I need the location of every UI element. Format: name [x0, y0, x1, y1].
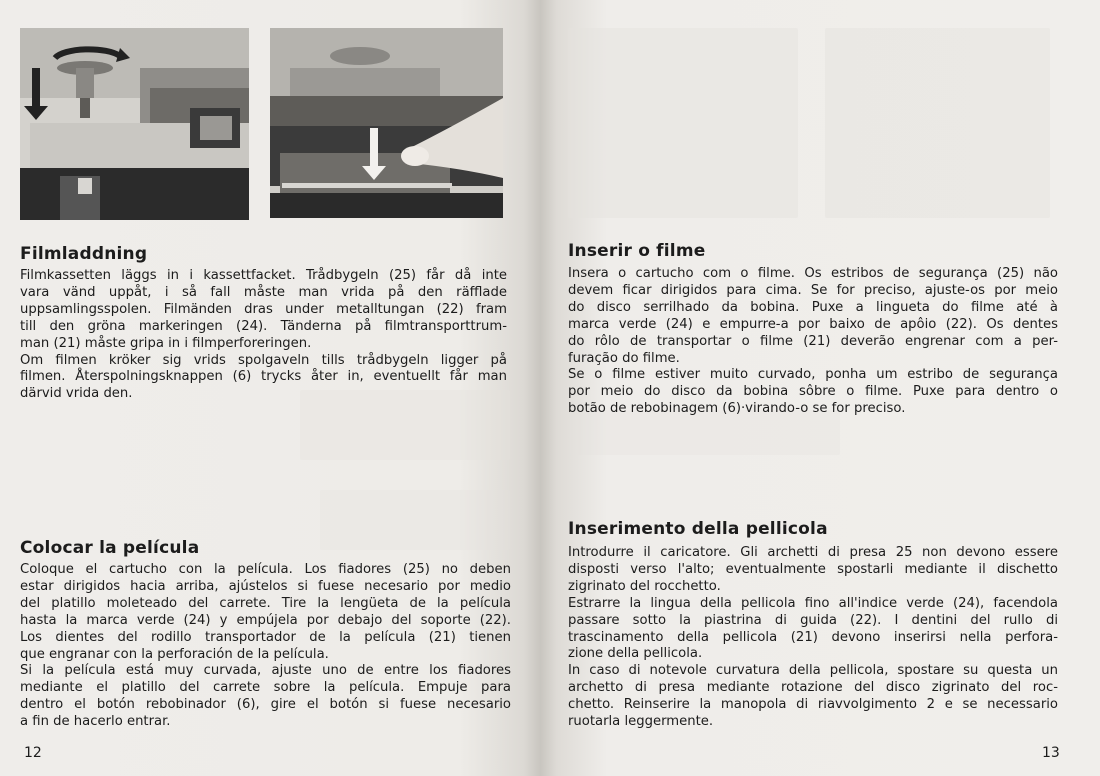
- text-line: a fin de hacerlo entrar.: [20, 714, 171, 730]
- italian-body: [568, 545, 1058, 731]
- camera-rewind-knob-illustration: [20, 28, 249, 220]
- text-line: vara vänd uppåt, i så fall måste man vrida på den räfflade: [20, 284, 507, 300]
- text-line: por meio do disco da bobina sôbre o filme. Puxe para dentro o: [568, 384, 1058, 400]
- text-line: filmen. Återspolningsknappen (6) trycks åter in, eventuellt får man: [20, 369, 507, 385]
- text-line: mediante el platillo del carrete sobre la película. Empuje para: [20, 680, 511, 696]
- film-loading-photo: [270, 28, 503, 218]
- text-line: do rôlo de transportar o filme (21) deverão engrenar com a per-: [568, 333, 1058, 349]
- bleed-through-text: [320, 490, 510, 550]
- page-number-right: 13: [1042, 745, 1060, 761]
- swedish-heading: Filmladdning: [20, 244, 148, 264]
- text-line: Si la película está muy curvada, ajuste uno de entre los fiadores: [20, 663, 511, 679]
- text-line: Insera o cartucho com o filme. Os estribos de segurança (25) não: [568, 266, 1058, 281]
- text-line: uppsamlingsspolen. Filmänden dras under metalltungan (22) fram: [20, 301, 507, 317]
- text-line: Se o filme estiver muito curvado, ponha um estribo de segurança: [568, 367, 1058, 383]
- text-line: Introdurre il caricatore. Gli archetti di presa 25 non devono essere: [568, 545, 1058, 560]
- text-line: Coloque el cartucho con la película. Los fiadores (25) no deben: [20, 562, 511, 577]
- text-line: In caso di notevole curvatura della pellicola, spostare su questa un: [568, 663, 1058, 679]
- text-line: do disco serrilhado da bobina. Puxe a lingueta do filme até à: [568, 299, 1058, 315]
- text-line: disposti verso l'alto; eventualmente spostarli mediante il dischetto: [568, 561, 1058, 577]
- text-line: man (21) måste gripa in i filmperforeringen.: [20, 335, 312, 351]
- text-line: därvid vrida den.: [20, 386, 133, 402]
- text-line: que engranar con la perforación de la película.: [20, 646, 329, 662]
- portuguese-body: [568, 266, 1058, 418]
- text-line: estar dirigidos hacia arriba, ajústelos si fuese necesario por medio: [20, 578, 511, 594]
- camera-rewind-knob-photo: [20, 28, 249, 220]
- text-line: Filmkassetten läggs in i kassettfacket. Trådbygeln (25) får då inte: [20, 268, 507, 283]
- spanish-body: [20, 562, 511, 731]
- text-line: hasta la marca verde (24) y empújela por debajo del soporte (22).: [20, 612, 511, 628]
- text-line: zione della pellicola.: [568, 646, 703, 662]
- text-line: marca verde (24) e empurre-a por baixo de apôio (22). Os dentes: [568, 316, 1058, 332]
- swedish-body: [20, 268, 507, 403]
- text-line: furação do filme.: [568, 350, 680, 366]
- left-page: [0, 0, 540, 776]
- text-line: Los dientes del rodillo transportador de la película (21) tienen: [20, 629, 511, 645]
- text-line: archetto di presa mediante rotazione del disco zigrinato del roc-: [568, 680, 1058, 696]
- text-line: till den gröna markeringen (24). Tänderna på filmtransporttrum-: [20, 318, 507, 334]
- text-line: Estrarre la lingua della pellicola fino all'indice verde (24), facendola: [568, 595, 1058, 611]
- film-loading-illustration: [270, 28, 503, 218]
- text-line: ruotarla leggermente.: [568, 714, 714, 730]
- bleed-through-photo: [825, 28, 1050, 218]
- text-line: chetto. Reinserire la manopola di riavvolgimento 2 e se necessario: [568, 697, 1058, 713]
- page-number-left: 12: [24, 745, 42, 761]
- text-line: zigrinato del rocchetto.: [568, 578, 721, 594]
- text-line: Om filmen kröker sig vrids spolgaveln tills trådbygeln ligger på: [20, 352, 507, 368]
- right-page: [540, 0, 1100, 776]
- italian-heading: Inserimento della pellicola: [568, 519, 828, 539]
- text-line: dentro el botón rebobinador (6), gire el botón si fuese necesario: [20, 697, 511, 713]
- text-line: passare sotto la piastrina di guida (22). I dentini del rullo di: [568, 612, 1058, 628]
- text-line: del platillo moleteado del carrete. Tire la lengüeta de la película: [20, 595, 511, 611]
- spanish-heading: Colocar la película: [20, 538, 200, 558]
- text-line: devem ficar dirigidos para cima. Se for preciso, ajuste-os por meio: [568, 282, 1058, 298]
- text-line: trascinamento della pellicola (21) devono inserirsi nella perfora-: [568, 629, 1058, 645]
- bleed-through-photo: [568, 28, 798, 218]
- text-line: botão de rebobinagem (6)·virando-o se for preciso.: [568, 401, 906, 417]
- portuguese-heading: Inserir o filme: [568, 241, 706, 261]
